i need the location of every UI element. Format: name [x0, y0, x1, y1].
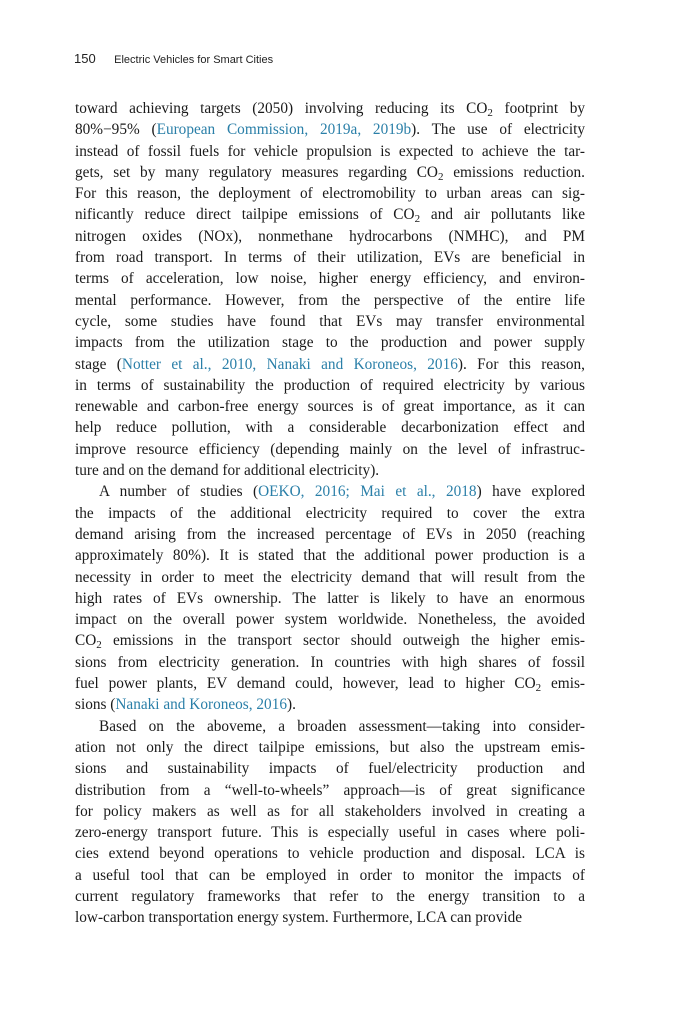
- subscript: 2: [414, 213, 421, 226]
- page-header: [74, 50, 273, 68]
- text-line: ture and on the demand for additional electricity).: [75, 462, 380, 480]
- text-line: terms of acceleration, low noise, higher energy efficiency, and environ-: [75, 270, 585, 288]
- text-line: necessity in order to meet the electricity demand that will result from the: [75, 568, 585, 586]
- citation-link[interactable]: Notter et al., 2010, Nanaki and Koroneos, 2016: [121, 355, 458, 373]
- text-line: in terms of sustainability the production of required electricity by various: [75, 376, 585, 394]
- text-line: for policy makers as well as for all stakeholders involved in creating a: [75, 802, 585, 820]
- text-line: nitrogen oxides (NOx), nonmethane hydrocarbons (NMHC), and PM: [75, 227, 585, 245]
- text-line: toward achieving targets (2050) involving reducing its $CO_2$ footprint by: [75, 100, 585, 119]
- text-line: approximately 80%). It is stated that the additional power production is a: [75, 547, 585, 565]
- text-line: help reduce pollution, with a considerable decarbonization effect and: [75, 419, 585, 437]
- text-line: For this reason, the deployment of electromobility to urban areas can sig-: [75, 185, 585, 203]
- text-line: Based on the aboveme, a broaden assessment—taking into consider-: [99, 717, 585, 735]
- text-line: current regulatory frameworks that refer to the energy transition to a: [75, 887, 585, 905]
- text-line: A number of studies (OEKO, 2016; Mai et al., 2018) have explored: [99, 483, 585, 501]
- text-line: the impacts of the additional electricity required to cover the extra: [75, 504, 585, 522]
- text-line: $CO_2$ emissions in the transport sector should outweigh the higher emis-: [75, 632, 585, 652]
- text-line: fuel power plants, EV demand could, however, lead to higher $CO_2$ emis-: [75, 675, 585, 695]
- text-line: gets, set by many regulatory measures regarding $CO_2$ emissions reduction.: [75, 163, 585, 183]
- subscript: 2: [535, 682, 542, 695]
- subscript: 2: [96, 639, 102, 652]
- citation-link[interactable]: Nanaki and Koroneos, 2016: [115, 696, 288, 714]
- text-line: renewable and carbon-free energy sources is of great importance, as it can: [75, 398, 585, 416]
- text-line: 80%−95% (European Commission, 2019a, 2019b). The use of electricity: [75, 121, 585, 139]
- text-line: distribution from a “well-to-wheels” approach—is of great significance: [75, 781, 585, 799]
- text-line: from road transport. In terms of their utilization, EVs are beneficial in: [75, 249, 585, 267]
- running-title: Electric Vehicles for Smart Cities: [114, 54, 274, 66]
- text-line: sions and sustainability impacts of fuel/electricity production and: [75, 760, 585, 778]
- text-line: instead of fossil fuels for vehicle propulsion is expected to achieve the tar-: [75, 142, 585, 160]
- subscript: 2: [487, 107, 493, 119]
- text-line: cies extend beyond operations to vehicle production and disposal. LCA is: [75, 845, 585, 863]
- paragraph: [75, 716, 585, 929]
- text-line: impacts from the utilization stage to the production and power supply: [75, 334, 585, 352]
- text-line: demand arising from the increased percentage of EVs in 2050 (reaching: [75, 525, 585, 543]
- text-line: cycle, some studies have found that EVs may transfer environmental: [75, 312, 585, 330]
- text-line: impact on the overall power system worldwide. Nonetheless, the avoided: [75, 611, 585, 629]
- citation-link[interactable]: OEKO, 2016; Mai et al., 2018: [258, 483, 477, 501]
- text-line: low-carbon transportation energy system. Furthermore, LCA can provide: [75, 909, 523, 927]
- text-line: a useful tool that can be employed in order to monitor the impacts of: [75, 866, 585, 884]
- subscript: 2: [437, 170, 444, 183]
- page-number: 150: [74, 51, 96, 66]
- text-line: high rates of EVs ownership. The latter is likely to have an enormous: [75, 589, 585, 607]
- text-line: mental performance. However, from the perspective of the entire life: [75, 291, 585, 309]
- text-line: sions from electricity generation. In countries with high shares of fossil: [75, 653, 585, 671]
- text-line: improve resource efficiency (depending mainly on the level of infrastruc-: [75, 440, 585, 458]
- text-line: nificantly reduce direct tailpipe emissions of $CO_2$ and air pollutants like: [75, 206, 585, 226]
- paragraph: [75, 98, 585, 481]
- body-text: [75, 98, 585, 929]
- text-line: sions (Nanaki and Koroneos, 2016).: [75, 696, 296, 714]
- text-line: zero-energy transport future. This is especially useful in cases where poli-: [75, 824, 585, 842]
- paragraph: [75, 481, 585, 715]
- text-line: ation not only the direct tailpipe emissions, but also the upstream emis-: [75, 738, 585, 756]
- text-line: stage (Notter et al., 2010, Nanaki and Koroneos, 2016). For this reason,: [75, 355, 585, 373]
- citation-link[interactable]: European Commission, 2019a, 2019b: [156, 121, 412, 139]
